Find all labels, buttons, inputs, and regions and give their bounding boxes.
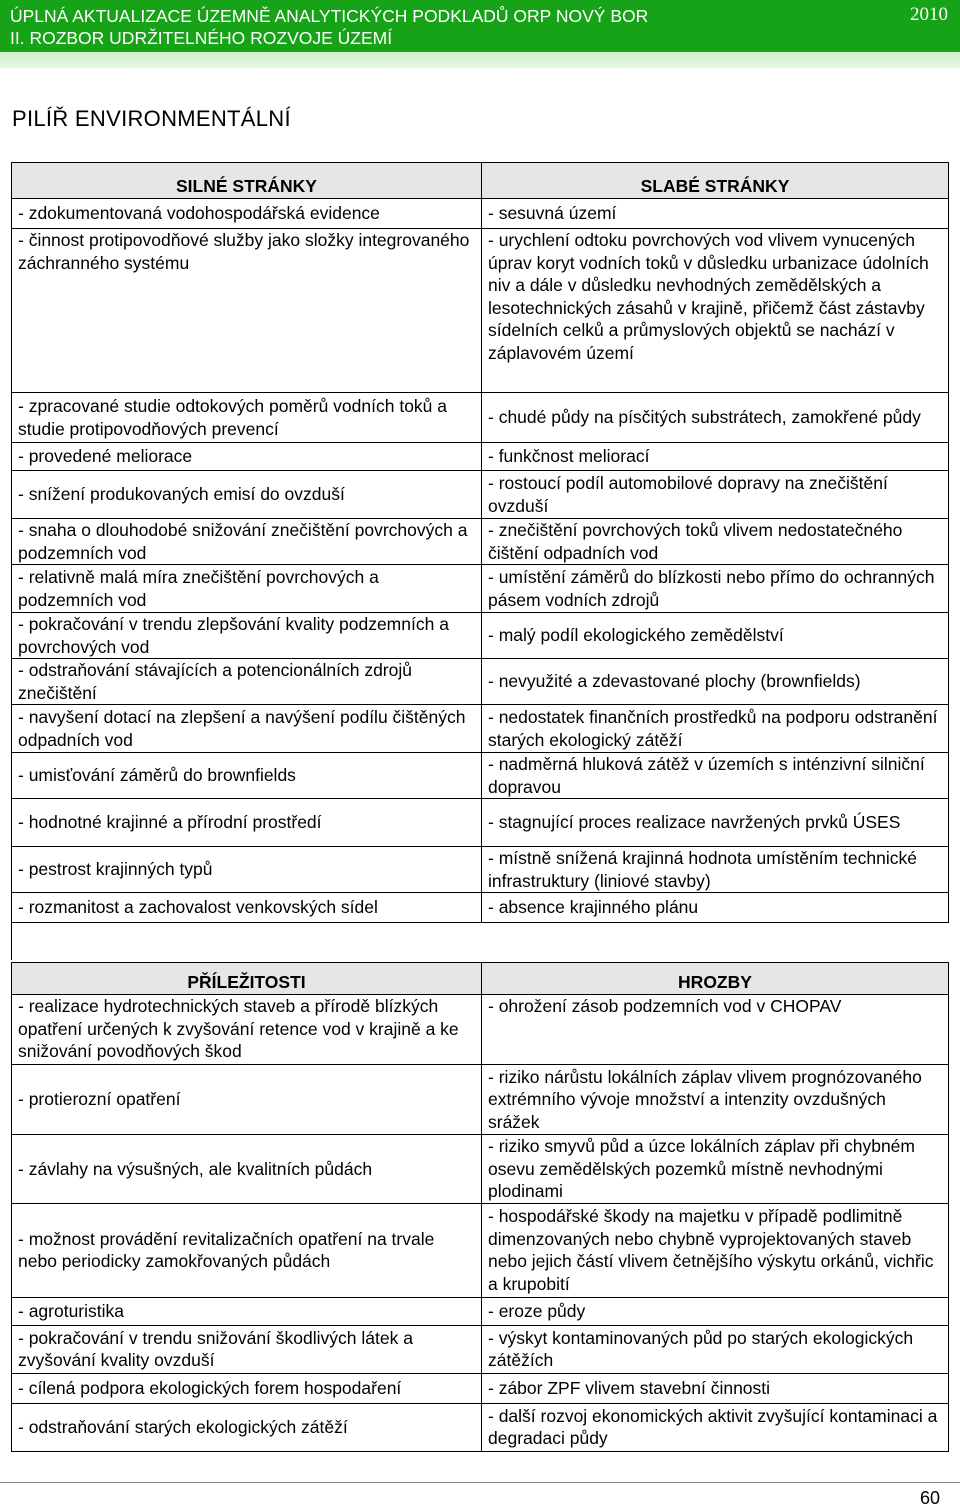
table-cell-left: - protierozní opatření xyxy=(12,1065,482,1135)
table-row xyxy=(12,1065,949,1135)
table-cell-left: - agroturistika xyxy=(12,1297,482,1325)
table-cell-left: - zpracované studie odtokových poměrů vodních toků a studie protipovodňových prevencí xyxy=(12,393,482,443)
spacer-cell xyxy=(12,923,949,961)
table-cell-left: - odstraňování starých ekologických zátěží xyxy=(12,1403,482,1451)
table-row xyxy=(12,753,949,799)
table-cell-left: - zdokumentovaná vodohospodářská evidence xyxy=(12,199,482,229)
table-row xyxy=(12,1403,949,1451)
table-cell-right: - absence krajinného plánu xyxy=(482,893,949,923)
table-cell-left: - snížení produkovaných emisí do ovzduší xyxy=(12,471,482,519)
table-row xyxy=(12,659,949,705)
opportunities-header: PŘÍLEŽITOSTI xyxy=(12,963,482,995)
table-row xyxy=(12,705,949,753)
table-row xyxy=(12,443,949,471)
table-cell-left: - provedené meliorace xyxy=(12,443,482,471)
table-cell-right: - riziko nárůstu lokálních záplav vlivem prognózovaného extrémního vývoje množství a intenzity ovzdušných srážek xyxy=(482,1065,949,1135)
table-row xyxy=(12,519,949,565)
table-cell-right: - zábor ZPF vlivem stavební činnosti xyxy=(482,1373,949,1403)
table-row xyxy=(12,1135,949,1204)
table-cell-left: - cílená podpora ekologických forem hospodaření xyxy=(12,1373,482,1403)
threats-header: HROZBY xyxy=(482,963,949,995)
table-cell-right: - malý podíl ekologického zemědělství xyxy=(482,613,949,659)
page-number: 60 xyxy=(919,1488,940,1508)
header-strip xyxy=(0,52,960,68)
strengths-header: SILNÉ STRÁNKY xyxy=(12,163,482,199)
table-cell-left: - hodnotné krajinné a přírodní prostředí xyxy=(12,799,482,847)
table-cell-left: - realizace hydrotechnických staveb a přírodě blízkých opatření určených k zvyšování retence vod v krajině a ke snižování povodňových škod xyxy=(12,995,482,1065)
table-cell-right: - výskyt kontaminovaných půd po starých ekologických zátěžích xyxy=(482,1325,949,1373)
table-cell-right: - chudé půdy na písčitých substrátech, zamokřené půdy xyxy=(482,393,949,443)
strengths-weaknesses-table xyxy=(11,162,949,960)
table-cell-left: - odstraňování stávajících a potencionálních zdrojů znečištění xyxy=(12,659,482,705)
table-row xyxy=(12,799,949,847)
spacer-row xyxy=(12,923,949,961)
table-row xyxy=(12,893,949,923)
table-cell-right: - umístění záměrů do blízkosti nebo přímo do ochranných pásem vodních zdrojů xyxy=(482,565,949,613)
table-cell-right: - hospodářské škody na majetku v případě podlimitně dimenzovaných nebo chybně vyprojektovaných staveb nebo jejich částí vlivem četnějšího výskytu orkánů, vichřic a krupobití xyxy=(482,1203,949,1297)
table-cell-left: - možnost provádění revitalizačních opatření na trvale nebo periodicky zamokřovaných půdách xyxy=(12,1203,482,1297)
table-cell-right: - nadměrná hluková zátěž v územích s inténzivní silniční dopravou xyxy=(482,753,949,799)
table-cell-right: - eroze půdy xyxy=(482,1297,949,1325)
table-row xyxy=(12,1203,949,1297)
opportunities-threats-table xyxy=(11,962,949,1452)
table-row xyxy=(12,613,949,659)
header-year: 2010 xyxy=(910,4,948,25)
footer-rule xyxy=(0,1482,960,1483)
table-cell-left: - umisťování záměrů do brownfields xyxy=(12,753,482,799)
table-cell-left: - snaha o dlouhodobé snižování znečištění povrchových a podzemních vod xyxy=(12,519,482,565)
table-cell-right: - nedostatek finančních prostředků na podporu odstranění starých ekologický zátěží xyxy=(482,705,949,753)
table-cell-right: - další rozvoj ekonomických aktivit zvyšující kontaminaci a degradaci půdy xyxy=(482,1403,949,1451)
table-row xyxy=(12,229,949,393)
table-cell-right: - riziko smyvů půd a úzce lokálních záplav při chybném osevu zemědělských pozemků místně nevhodnými plodinami xyxy=(482,1135,949,1204)
table-cell-right: - místně snížená krajinná hodnota umístěním technické infrastruktury (liniové stavby) xyxy=(482,847,949,893)
table-cell-left: - činnost protipovodňové služby jako složky integrovaného záchranného systému xyxy=(12,229,482,393)
table-cell-right: - funkčnost meliorací xyxy=(482,443,949,471)
table-cell-right: - ohrožení zásob podzemních vod v CHOPAV xyxy=(482,995,949,1065)
section-title: PILÍŘ ENVIRONMENTÁLNÍ xyxy=(12,106,291,131)
table-cell-right: - sesuvná území xyxy=(482,199,949,229)
table-row xyxy=(12,199,949,229)
table-cell-left: - závlahy na výsušných, ale kvalitních půdách xyxy=(12,1135,482,1204)
table-row xyxy=(12,1297,949,1325)
table-cell-left: - navyšení dotací na zlepšení a navýšení podílu čištěných odpadních vod xyxy=(12,705,482,753)
document-header xyxy=(0,0,960,68)
table-row xyxy=(12,1373,949,1403)
table-row xyxy=(12,565,949,613)
table-cell-right: - stagnující proces realizace navržených prvků ÚSES xyxy=(482,799,949,847)
table-row xyxy=(12,847,949,893)
table-cell-left: - pokračování v trendu zlepšování kvality podzemních a povrchových vod xyxy=(12,613,482,659)
table-cell-right: - nevyužité a zdevastované plochy (brownfields) xyxy=(482,659,949,705)
table-cell-left: - rozmanitost a zachovalost venkovských sídel xyxy=(12,893,482,923)
table-row xyxy=(12,393,949,443)
header-subtitle: II. ROZBOR UDRŽITELNÉHO ROZVOJE ÚZEMÍ xyxy=(10,28,393,48)
table-cell-right: - rostoucí podíl automobilové dopravy na znečištění ovzduší xyxy=(482,471,949,519)
table-cell-left: - pestrost krajinných typů xyxy=(12,847,482,893)
weaknesses-header: SLABÉ STRÁNKY xyxy=(482,163,949,199)
table-row xyxy=(12,471,949,519)
table-row xyxy=(12,995,949,1065)
table-row xyxy=(12,1325,949,1373)
table-cell-right: - urychlení odtoku povrchových vod vlivem vynucených úprav koryt vodních toků v důsledku urbanizace údolních niv a dále v důsledku nevhodných zemědělských a lesotechnických zásahů v krajině, přičemž část zástavby sídelních celků a průmyslových objektů se nachází v záplavovém území xyxy=(482,229,949,393)
table-cell-left: - pokračování v trendu snižování škodlivých látek a zvyšování kvality ovzduší xyxy=(12,1325,482,1373)
header-title: ÚPLNÁ AKTUALIZACE ÚZEMNĚ ANALYTICKÝCH PODKLADŮ ORP NOVÝ BOR xyxy=(10,6,649,26)
table-cell-right: - znečištění povrchových toků vlivem nedostatečného čištění odpadních vod xyxy=(482,519,949,565)
table-cell-left: - relativně malá míra znečištění povrchových a podzemních vod xyxy=(12,565,482,613)
